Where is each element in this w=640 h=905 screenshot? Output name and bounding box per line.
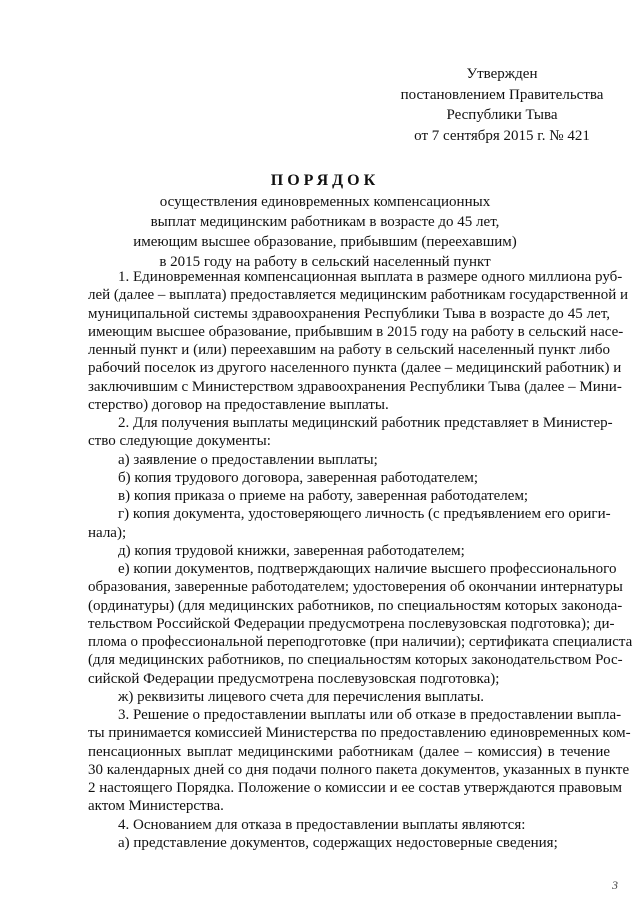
title-sub-line: выплат медицинским работникам в возрасте до 45 лет, bbox=[150, 214, 500, 230]
body-line: образования, заверенные работодателем; удостоверения об окончании интернатуры bbox=[88, 579, 623, 596]
body-line: ленный пункт и (или) переехавшим на работу в сельский населенный пункт либо bbox=[88, 342, 610, 358]
body-line: а) представление документов, содержащих недостоверные сведения; bbox=[118, 834, 558, 851]
body-line: ж) реквизиты лицевого счета для перечисления выплаты. bbox=[118, 688, 485, 705]
body-line: 4. Основанием для отказа в предоставлении выплаты являются: bbox=[118, 816, 526, 833]
document-body bbox=[88, 268, 633, 852]
approval-line: Утвержден bbox=[466, 66, 538, 82]
body-line: рабочий поселок из другого населенного пункта (далее – медицинский работник) и bbox=[88, 360, 622, 377]
body-line: нала); bbox=[88, 524, 127, 541]
body-line: лей (далее – выплата) предоставляется медицинским работникам государственной и bbox=[88, 287, 628, 304]
approval-line: от 7 сентября 2015 г. № 421 bbox=[414, 127, 590, 144]
approval-stamp bbox=[392, 64, 612, 146]
page-number: 3 bbox=[612, 878, 618, 892]
body-line: ство следующие документы: bbox=[88, 433, 271, 450]
body-line: муниципальной системы здравоохранения Республики Тыва в возрасте до 45 лет, bbox=[88, 305, 610, 322]
title-sub-line: осуществления единовременных компенсационных bbox=[159, 194, 491, 210]
document-title bbox=[60, 170, 590, 272]
body-line: 3. Решение о предоставлении выплаты или об отказе в предоставлении выпла- bbox=[118, 707, 622, 723]
body-line: пенсационных выплат медицинскими работникам (далее – комиссия) в течение bbox=[88, 743, 610, 760]
approval-line: Республики Тыва bbox=[446, 107, 558, 123]
body-line: а) заявление о предоставлении выплаты; bbox=[118, 451, 378, 468]
body-line: д) копия трудовой книжки, заверенная работодателем; bbox=[118, 542, 465, 559]
body-line: имеющим высшее образование, прибывшим в 2015 году на работу в сельский насе- bbox=[88, 323, 624, 340]
body-line: сийской Федерации предусмотрена послевузовская подготовка); bbox=[88, 670, 500, 687]
body-line: г) копия документа, удостоверяющего личность (с предъявлением его ориги- bbox=[118, 506, 611, 523]
body-line: ты принимается комиссией Министерства по предоставлению единовременных ком- bbox=[88, 725, 631, 742]
title-main: ПОРЯДОК bbox=[270, 172, 380, 189]
title-subtitle bbox=[60, 192, 590, 272]
body-line: актом Министерства. bbox=[88, 798, 224, 815]
body-line: 1. Единовременная компенсационная выплата в размере одного миллиона руб- bbox=[118, 269, 623, 285]
title-sub-line: имеющим высшее образование, прибывшим (переехавшим) bbox=[133, 234, 517, 250]
body-line: стерство) договор на предоставление выплаты. bbox=[88, 396, 389, 413]
body-line: плома о профессиональной переподготовке (при наличии); сертификата специалиста bbox=[88, 634, 633, 650]
body-line: 30 календарных дней со дня подачи полного пакета документов, указанных в пункте bbox=[88, 761, 630, 778]
body-line: (для медицинских работников, по специальностям которых законодательством Рос- bbox=[88, 652, 623, 669]
body-line: е) копии документов, подтверждающих наличие высшего профессионального bbox=[118, 561, 617, 577]
body-line: тельством Российской Федерации предусмотрена послевузовская подготовка); ди- bbox=[88, 615, 615, 632]
body-line: заключившим с Министерством здравоохранения Республики Тыва (далее – Мини- bbox=[88, 378, 622, 395]
body-line: 2. Для получения выплаты медицинский работник представляет в Министер- bbox=[118, 415, 613, 431]
body-line: (ординатуры) (для медицинских работников, по специальностям которых законода- bbox=[88, 597, 623, 614]
approval-line: постановлением Правительства bbox=[400, 86, 604, 103]
body-line: в) копия приказа о приеме на работу, заверенная работодателем; bbox=[118, 488, 529, 504]
body-line: 2 настоящего Порядка. Положение о комиссии и ее состав утверждаются правовым bbox=[88, 780, 623, 796]
body-line: б) копия трудового договора, заверенная работодателем; bbox=[118, 469, 479, 486]
title-sub-line: в 2015 году на работу в сельский населенный пункт bbox=[159, 254, 491, 270]
